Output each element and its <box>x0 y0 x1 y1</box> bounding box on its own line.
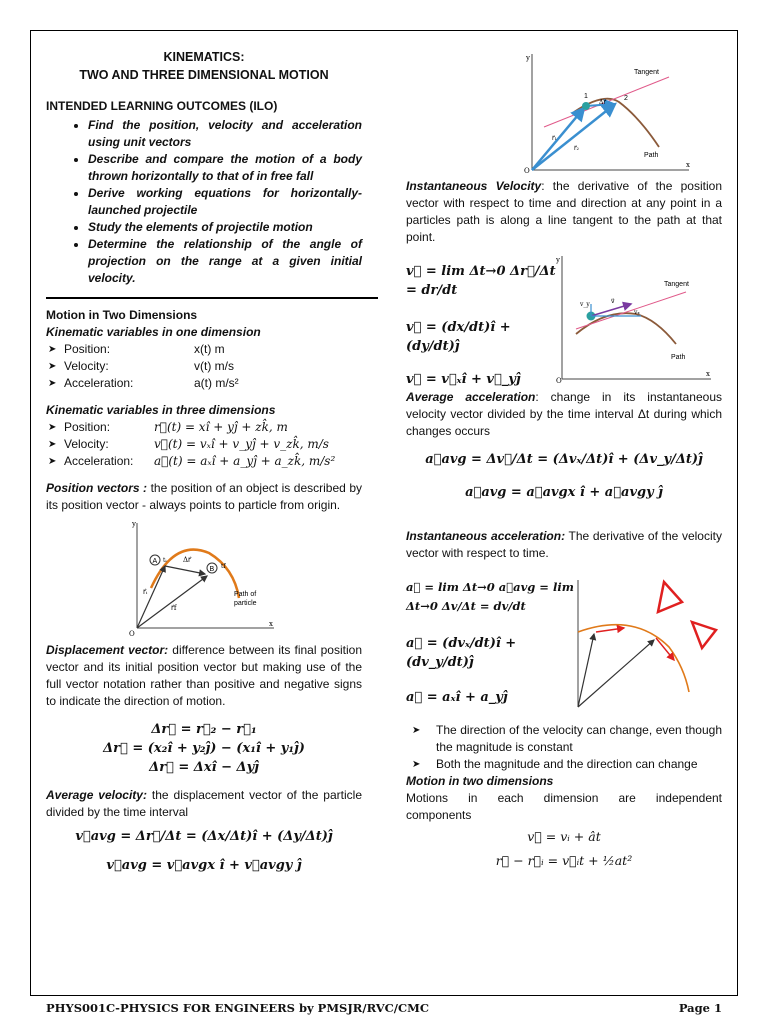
equation: a⃗ = (dvₓ/dt)î + (dv_y/dt)ĵ <box>406 636 517 670</box>
origin-label: O <box>524 167 530 174</box>
dr-label: Δr⃗ <box>183 555 191 564</box>
avg-velocity-paragraph: Average velocity: the displacement vector of the particle divided by the time interval <box>46 787 362 819</box>
displacement-equation: Δr⃗ = (x₂î + y₂ĵ) − (x₁î + y₁ĵ) <box>103 740 305 756</box>
y-axis-label: y <box>556 256 560 264</box>
ilo-heading: INTENDED LEARNING OUTCOMES (ILO) <box>46 99 278 113</box>
rf-label: r⃗f <box>171 603 177 612</box>
y-axis-label: y <box>526 54 530 62</box>
tangent-velocity-figure <box>556 254 716 384</box>
list-item: ➤ The direction of the velocity can change, even though the magnitude is constant <box>406 722 722 756</box>
origin-label: O <box>556 377 562 384</box>
path-label: Path <box>644 152 659 159</box>
r1-label: r⃗₁ <box>552 135 557 142</box>
list-item: ➤ Velocity: v(t) m/s <box>46 358 362 375</box>
displacement-equation: Δr⃗ = Δxî − Δyĵ <box>149 759 259 775</box>
list-item: • Study the elements of projectile motion <box>88 219 362 236</box>
velocity-change-figure <box>574 572 722 712</box>
x-axis-label: x <box>269 619 273 628</box>
ti-label: tᵢ <box>163 556 167 564</box>
point-b-label: B <box>209 565 215 573</box>
point-a-label: A <box>152 557 158 565</box>
tangent-label: Tangent <box>634 69 659 76</box>
motion-equation: r⃗ − r⃗ᵢ = v⃗ᵢt + ½at² <box>495 853 633 868</box>
list-item: ➤ Acceleration: a(t) m/s² <box>46 375 362 392</box>
page-footer <box>46 1001 722 1015</box>
origin-label: O <box>129 629 135 638</box>
tangent-label: Tangent <box>664 281 689 288</box>
section-heading: Motion in Two Dimensions <box>46 307 198 322</box>
r2-label: r⃗₂ <box>574 145 579 152</box>
avg-accel-equation: a⃗avg = a⃗avgx î + a⃗avgy ĵ <box>465 485 663 500</box>
path-label: Path <box>671 354 686 361</box>
left-column <box>46 48 362 875</box>
inst-accel-equations <box>406 572 574 707</box>
inst-velocity-equations <box>406 254 556 389</box>
inst-velocity-paragraph: Instantaneous Velocity: the derivative of the position vector with respect to time and direction at any point in a particles path is along a line tangent to the path at that point. <box>406 179 722 244</box>
motion-equation: v⃗ = vᵢ + ât <box>527 829 601 844</box>
equation: v⃗ = (dx/dt)î + (dy/dt)ĵ <box>406 320 511 354</box>
list-item: • Describe and compare the motion of a body thrown horizontally to that of in free fall <box>88 151 362 185</box>
list-item: ➤ Acceleration: a⃗(t) = aₓî + a_yĵ + a_zk̂, m/s² <box>46 453 362 470</box>
equation: a⃗ = aₓî + a_yĵ <box>406 690 508 705</box>
point-1-label: 1 <box>584 93 588 100</box>
list-item: ➤ Position: r⃗(t) = xî + yĵ + zk̂, m <box>46 419 362 436</box>
path-label: Path of <box>234 590 257 598</box>
footer-course: PHYS001C-PHYSICS FOR ENGINEERS by PMSJR/RVC/CMC <box>46 1001 430 1015</box>
one-dim-list <box>46 341 362 392</box>
ri-label: r⃗ᵢ <box>143 587 148 596</box>
tf-label: tf <box>221 562 226 570</box>
displacement-paragraph: Displacement vector: difference between its final position vector and its initial position vector but making use of the full vector notation rather than positive and negative signs to indicate the direction of motion. <box>46 642 362 708</box>
x-axis-label: x <box>686 161 690 169</box>
section-divider <box>46 297 378 299</box>
list-item: ➤ Both the magnitude and the direction can change <box>406 756 722 773</box>
equation: v⃗ = v⃗ₓî + v⃗_yĵ <box>406 372 521 387</box>
y-axis-label: y <box>132 519 136 528</box>
page-title: KINEMATICS: TWO AND THREE DIMENSIONAL MOTION <box>79 50 329 82</box>
vx-label: vₓ <box>634 309 640 316</box>
instantaneous-velocity-figure <box>434 52 694 174</box>
v-label: v⃗ <box>611 298 615 305</box>
three-dim-list <box>46 419 362 470</box>
vy-label: v_y <box>580 301 590 308</box>
section-heading: Motion in two dimensions <box>406 774 554 788</box>
subheading: Kinematic variables in three dimensions <box>46 402 276 417</box>
position-vector-figure <box>129 518 279 638</box>
position-vectors-paragraph: Position vectors : the position of an object is described by its position vector - always points to particle from origin. <box>46 480 363 512</box>
avg-velocity-equation: v⃗avg = v⃗avgx î + v⃗avgy ĵ <box>106 857 302 873</box>
equation: a⃗ = lim Δt→0 a⃗avg = lim Δt→0 Δv/Δt = dv/dt <box>406 580 574 613</box>
displacement-equation: Δr⃗ = r⃗₂ − r⃗₁ <box>151 721 257 737</box>
dr-label: Δr⃗ <box>599 99 606 106</box>
list-item: ➤ Position: x(t) m <box>46 341 362 358</box>
avg-accel-paragraph: Average acceleration: change in its instantaneous velocity vector divided by the time interval Δt during which changes occurs <box>406 390 723 438</box>
subheading: Kinematic variables in one dimension <box>46 324 261 339</box>
particle-label: particle <box>234 599 257 607</box>
avg-accel-equation: a⃗avg = Δv⃗/Δt = (Δvₓ/Δt)î + (Δv_y/Δt)ĵ <box>425 452 703 467</box>
list-item: • Determine the relationship of the angle of projection on the range at a given initial velocity. <box>88 236 362 287</box>
right-column <box>406 48 722 870</box>
list-item: • Derive working equations for horizontally-launched projectile <box>88 185 362 219</box>
motion-two-paragraph: Motions in each dimension are independent components <box>406 791 722 822</box>
velocity-notes <box>406 722 722 773</box>
page-number: Page 1 <box>678 1001 722 1015</box>
inst-accel-paragraph: Instantaneous acceleration: The derivative of the velocity vector with respect to time. <box>406 529 722 560</box>
list-item: ➤ Velocity: v⃗(t) = vₓî + v_yĵ + v_zk̂, m/s <box>46 436 362 453</box>
x-axis-label: x <box>706 370 710 378</box>
point-2-label: 2 <box>624 95 628 102</box>
avg-velocity-equation: v⃗avg = Δr⃗/Δt = (Δx/Δt)î + (Δy/Δt)ĵ <box>75 828 333 844</box>
equation: v⃗ = lim Δt→0 Δr⃗/Δt = dr/dt <box>406 264 556 298</box>
list-item: • Find the position, velocity and acceleration using unit vectors <box>88 117 362 151</box>
ilo-list <box>46 117 362 287</box>
